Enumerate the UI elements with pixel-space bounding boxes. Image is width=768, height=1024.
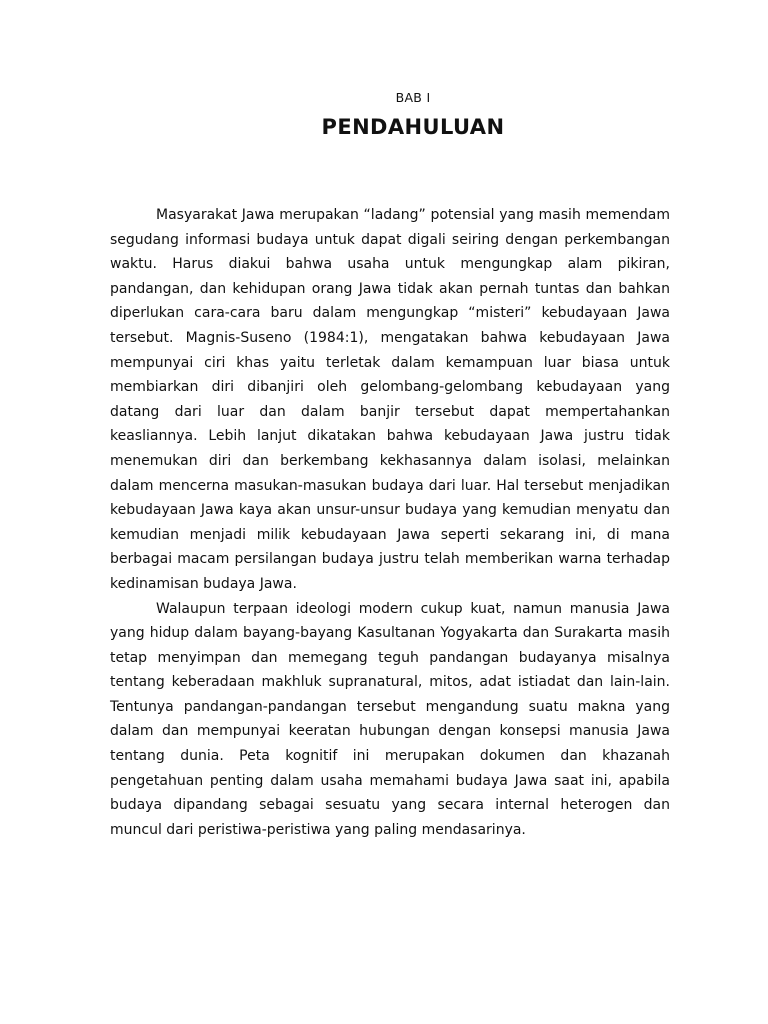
paragraph-1: Masyarakat Jawa merupakan “ladang” potensial yang masih memendam segudang informasi budaya untuk dapat digali seiring dengan perkembangan waktu. Harus diakui bahwa usaha untuk mengungkap alam pikiran, pandangan, dan kehidupan orang Jawa tidak akan pernah tuntas dan bahkan diperlukan cara-cara baru dalam mengungkap “misteri” kebudayaan Jawa tersebut. Magnis-Suseno (1984:1), mengatakan bahwa kebudayaan Jawa mempunyai ciri khas yaitu terletak dalam kemampuan luar biasa untuk membiarkan diri dibanjiri oleh gelombang-gelombang kebudayaan yang datang dari luar dan dalam banjir tersebut dapat mempertahankan keasliannya. Lebih lanjut dikatakan bahwa kebudayaan Jawa justru tidak menemukan diri dan berkembang kekhasannya dalam isolasi, melainkan dalam mencerna masukan-masukan budaya dari luar. Hal tersebut menjadikan kebudayaan Jawa kaya akan unsur-unsur budaya yang kemudian menyatu dan kemudian menjadi milik kebudayaan Jawa seperti sekarang ini, di mana berbagai macam persilangan budaya justru telah memberikan warna terhadap kedinamisan budaya Jawa.: [110, 207, 670, 592]
body-text: [110, 203, 670, 842]
chapter-title: PENDAHULUAN: [321, 115, 505, 139]
chapter-label: BAB I: [395, 90, 431, 105]
paragraph-2: Walaupun terpaan ideologi modern cukup kuat, namun manusia Jawa yang hidup dalam bayang-bayang Kasultanan Yogyakarta dan Surakarta masih tetap menyimpan dan memegang teguh pandangan budayanya misalnya tentang keberadaan makhluk supranatural, mitos, adat istiadat dan lain-lain. Tentunya pandangan-pandangan tersebut mengandung suatu makna yang dalam dan mempunyai keeratan hubungan dengan konsepsi manusia Jawa tentang dunia. Peta kognitif ini merupakan dokumen dan khazanah pengetahuan penting dalam usaha memahami budaya Jawa saat ini, apabila budaya dipandang sebagai sesuatu yang secara internal heterogen dan muncul dari peristiwa-peristiwa yang paling mendasarinya.: [110, 600, 670, 838]
